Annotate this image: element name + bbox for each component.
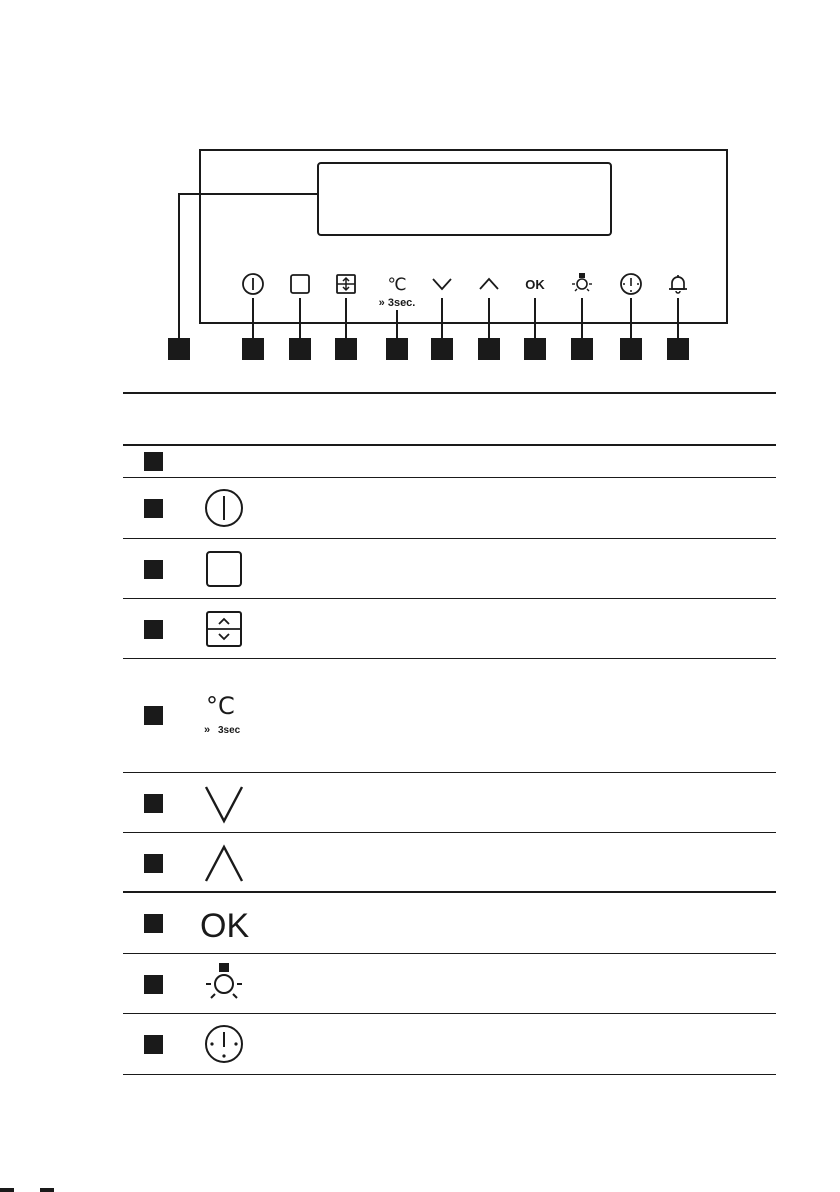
callout-marker [168,338,190,360]
table-row [123,833,776,893]
ok-icon[interactable] [521,270,549,298]
row-marker [144,560,163,579]
chevron-down-icon [200,779,248,827]
bell-icon[interactable] [664,270,692,298]
table-row [123,954,776,1014]
ok-label: OK [200,907,250,945]
temperature-label: ℃ [387,275,407,295]
callout-marker [386,338,408,360]
table-row [123,539,776,599]
display-leader-vertical [178,193,180,340]
power-icon[interactable] [239,270,267,298]
table-row [123,1014,776,1075]
row-marker [144,706,163,725]
callout-marker [667,338,689,360]
clock-leader [630,298,632,340]
table-row [123,599,776,659]
up-leader [488,298,490,340]
temperature-label: °C [206,692,235,720]
temperature-icon [200,686,260,742]
light-icon[interactable] [568,270,596,298]
light-leader [581,298,583,340]
down-leader [441,298,443,340]
callout-marker [335,338,357,360]
bell-leader [677,298,679,340]
chevron-up-icon [200,839,248,887]
row-marker [144,1035,163,1054]
ok-icon [200,899,260,947]
temperature-3sec-label: » 3sec. [378,297,416,309]
table-row [123,446,776,478]
callout-marker [478,338,500,360]
callout-marker [620,338,642,360]
footer-mark [40,1188,54,1192]
square-icon[interactable] [286,270,314,298]
up-down-selector-icon [200,605,248,653]
up-down-selector-icon[interactable] [332,270,360,298]
row-marker [144,499,163,518]
callout-marker [431,338,453,360]
selector-leader [345,298,347,340]
table-row [123,659,776,773]
svg-text:»: » [204,724,211,736]
row-marker [144,914,163,933]
table-header [123,392,776,446]
light-icon [200,960,248,1008]
row-marker [144,452,163,471]
power-icon [200,484,248,532]
callout-marker [524,338,546,360]
square-leader [299,298,301,340]
display-screen [317,162,612,236]
ok-leader [534,298,536,340]
square-icon [200,545,248,593]
chevron-down-icon[interactable] [428,270,456,298]
chevron-up-icon[interactable] [475,270,503,298]
display-leader-horizontal [178,193,318,195]
power-leader [252,298,254,340]
temperature-icon[interactable] [383,270,411,298]
callout-marker [242,338,264,360]
row-marker [144,975,163,994]
callout-marker [571,338,593,360]
table-row [123,893,776,954]
footer-mark [0,1188,14,1192]
clock-icon[interactable] [617,270,645,298]
row-marker [144,854,163,873]
clock-icon [200,1020,248,1068]
table-row [123,773,776,833]
temperature-3sec-label: 3sec [218,725,241,736]
row-marker [144,620,163,639]
table-row [123,478,776,539]
ok-label: OK [525,277,545,292]
callout-marker [289,338,311,360]
row-marker [144,794,163,813]
temperature-leader [396,310,398,340]
